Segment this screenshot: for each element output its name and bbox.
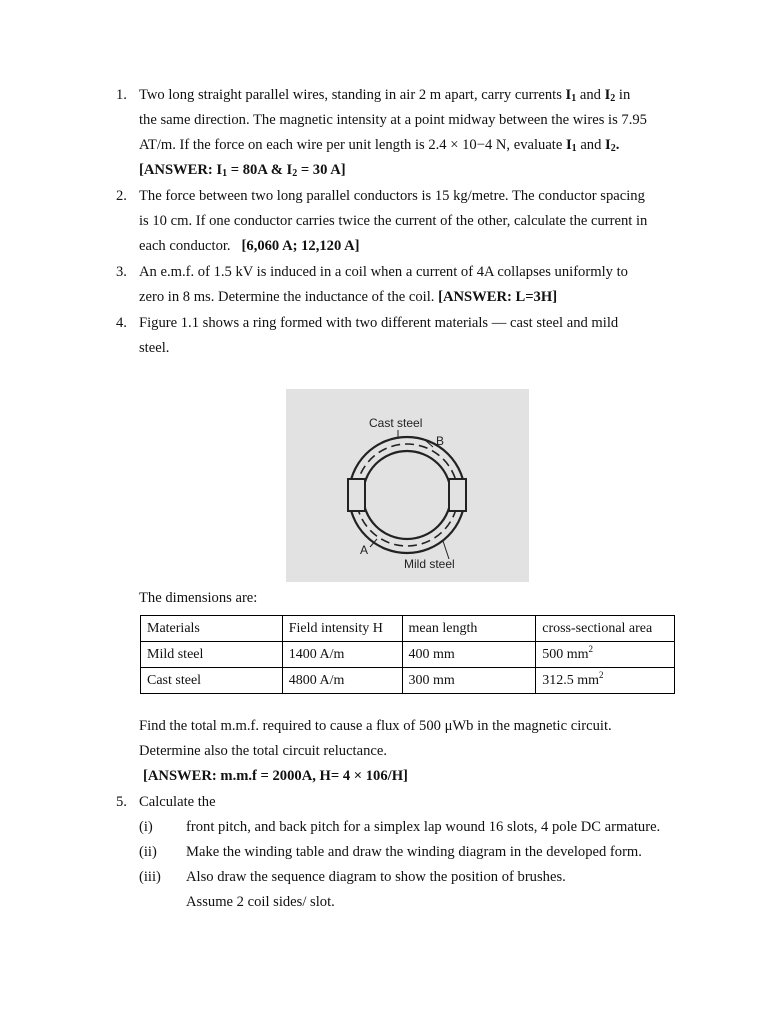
subitem-text: Also draw the sequence diagram to show the position of brushes.	[186, 869, 566, 885]
table-header-cell: mean length	[402, 616, 536, 642]
point-a-label: A	[360, 543, 369, 557]
table-cell: 312.5 $mm^2$	[536, 668, 675, 694]
question-text-line: zero in 8 ms. Determine the inductance of the coil. [ANSWER: L=3H]	[139, 289, 558, 305]
question-text-line: Calculate the	[139, 794, 216, 810]
table-cell: Cast steel	[141, 668, 283, 694]
question-text-line: each conductor. [6,060 A; 12,120 A]	[139, 238, 360, 254]
table-cell: 4800 A/m	[282, 668, 402, 694]
subitem-index: (ii)	[139, 844, 157, 860]
question-text-line: Two long straight parallel wires, standing in air 2 m apart, carry currents $I_1$ and $I_2$ in	[139, 87, 631, 104]
question-number: 2.	[116, 188, 127, 204]
subitem-text: Make the winding table and draw the winding diagram in the developed form.	[186, 844, 642, 860]
table-cell: Mild steel	[141, 642, 283, 668]
question-text-line: the same direction. The magnetic intensity at a point midway between the wires is 7.95	[139, 112, 647, 128]
assumption-text: Assume 2 coil sides/ slot.	[186, 894, 335, 910]
mild-steel-label: Mild steel	[404, 557, 455, 571]
question-number: 3.	[116, 264, 127, 280]
answer-text: [ANSWER: L=3H]	[438, 289, 558, 305]
question-text-line: The force between two long parallel conductors is 15 kg/metre. The conductor spacing	[139, 188, 645, 204]
question-text-line: steel.	[139, 340, 170, 356]
table-cell: 500 $mm^2$	[536, 642, 675, 668]
table-header-cell: Field intensity H	[282, 616, 402, 642]
question-text-line: Figure 1.1 shows a ring formed with two different materials — cast steel and mild	[139, 315, 619, 331]
question-number: 4.	[116, 315, 127, 331]
table-row	[141, 642, 675, 668]
answer-text: [ANSWER: $I_1 = 80A$ & $I_2 = 30$ A]	[139, 162, 346, 179]
question-text-line: AT/m. If the force on each wire per unit length is 2.4 × 10−4 N, evaluate $I_1$ and $I_2$.	[139, 137, 620, 154]
table-header-cell: cross-sectional area	[536, 616, 675, 642]
table-cell: 300 mm	[402, 668, 536, 694]
table-header-row	[141, 616, 675, 642]
table-row	[141, 668, 675, 694]
cast-steel-label: Cast steel	[369, 416, 423, 430]
question-text-line: An e.m.f. of 1.5 kV is induced in a coil when a current of 4A collapses uniformly to	[139, 264, 628, 280]
question-number: 5.	[116, 794, 127, 810]
question-number: 1.	[116, 87, 127, 103]
answer-text: [ANSWER: m.m.f = 2000A, H= 4 × 106/H]	[143, 768, 408, 784]
point-b-label: B	[436, 434, 445, 448]
table-header-cell: Materials	[141, 616, 283, 642]
answer-text: [6,060 A; 12,120 A]	[241, 238, 360, 254]
question-text-line: Determine also the total circuit reluctance.	[139, 743, 387, 759]
ring-figure	[286, 389, 529, 582]
dimensions-table	[140, 615, 675, 694]
dimensions-intro: The dimensions are:	[139, 590, 258, 606]
subitem-index: (i)	[139, 819, 153, 835]
table-cell: 400 mm	[402, 642, 536, 668]
subitem-index: (iii)	[139, 869, 161, 885]
question-text-line: is 10 cm. If one conductor carries twice the current of the other, calculate the current in	[139, 213, 648, 229]
table-cell: 1400 A/m	[282, 642, 402, 668]
question-text-line: Find the total m.m.f. required to cause a flux of 500 μWb in the magnetic circuit.	[139, 718, 612, 734]
subitem-text: front pitch, and back pitch for a simplex lap wound 16 slots, 4 pole DC armature.	[186, 819, 661, 835]
